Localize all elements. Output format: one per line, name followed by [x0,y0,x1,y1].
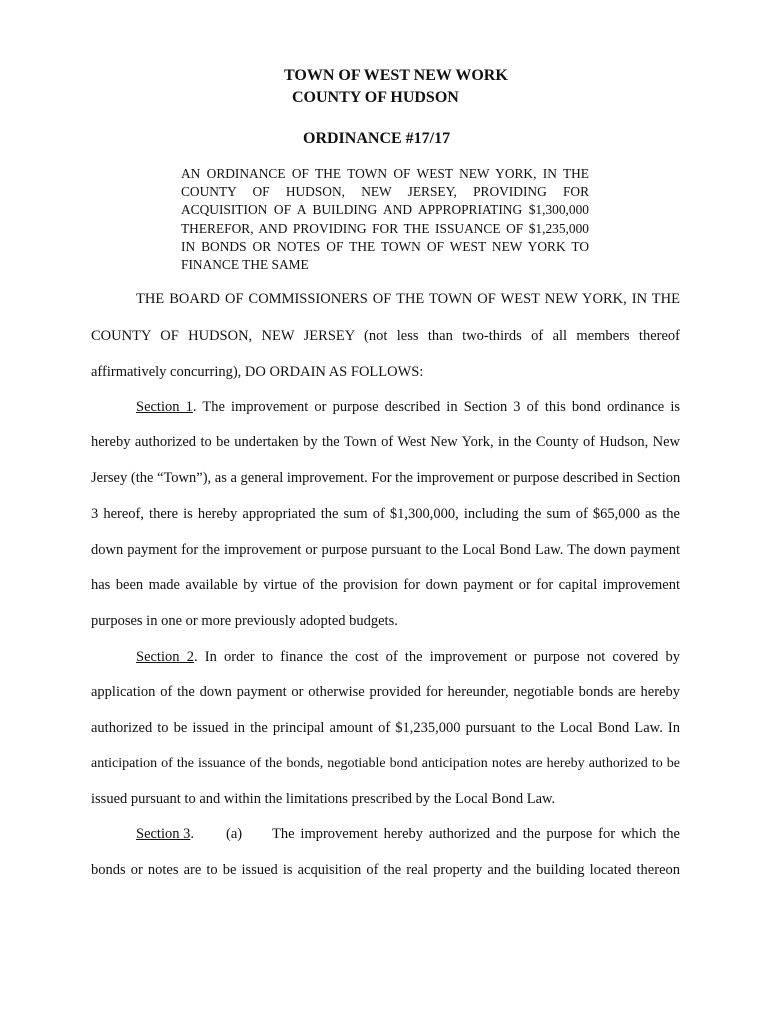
section-3-period: . [190,826,194,842]
section-1-text: . The improvement or purpose described in Section 3 of this bond ordinance is [192,399,680,415]
section-1-line: down payment for the improvement or purpose pursuant to the Local Bond Law. The down payment [91,542,680,558]
section-2-line: issued pursuant to and within the limitations prescribed by the Local Bond Law. [91,791,556,807]
town-heading: TOWN OF WEST NEW WORK [284,67,508,84]
section-1-line: purposes in one or more previously adopted budgets. [91,613,398,629]
preamble-line: affirmatively concurring), DO ORDAIN AS FOLLOWS: [91,364,424,380]
section-1-first-line [136,398,680,416]
section-1-heading: Section 1 [136,399,193,415]
section-2-text: . In order to finance the cost of the improvement or purpose not covered by [193,649,680,665]
section-2-line: authorized to be issued in the principal amount of $1,235,000 pursuant to the Local Bond Law. In [91,720,680,736]
section-1-line: 3 hereof, there is hereby appropriated the sum of $1,300,000, including the sum of $65,000 as the [91,506,680,522]
preamble-line: THE BOARD OF COMMISSIONERS OF THE TOWN OF WEST NEW YORK, IN THE [136,291,680,307]
section-3-text: The improvement hereby authorized and the purpose for which the [272,826,680,842]
county-heading: COUNTY OF HUDSON [292,89,459,106]
section-2-line: application of the down payment or otherwise provided for hereunder, negotiable bonds are hereby [91,684,680,700]
section-3-label [136,825,194,843]
ordinance-number: ORDINANCE #17/17 [303,130,451,147]
section-1-line: Jersey (the “Town”), as a general improvement. For the improvement or purpose described in Section [91,470,681,486]
ordinance-caption: AN ORDINANCE OF THE TOWN OF WEST NEW YORK, IN THE COUNTY OF HUDSON, NEW JERSEY, PROVIDING FOR ACQUISITION OF A BUILDING AND APPROPRIATING $1,300,000 THEREFOR, AND PROVIDING FOR THE ISSUANCE OF $1,235,000 IN BONDS OR NOTES OF THE TOWN OF WEST NEW YORK TO FINANCE THE SAME [181,166,589,273]
section-1-line: hereby authorized to be undertaken by the Town of West New York, in the County of Hudson, New [91,434,680,450]
section-3-subsection: (a) [226,826,243,842]
section-1-line: has been made available by virtue of the provision for down payment or for capital improvement [91,577,680,593]
section-3-heading: Section 3 [136,826,191,842]
preamble-line: COUNTY OF HUDSON, NEW JERSEY (not less than two-thirds of all members thereof [91,328,680,344]
section-2-first-line [136,648,680,666]
section-2-line: anticipation of the issuance of the bonds, negotiable bond anticipation notes are hereby authorized to be [91,756,680,771]
section-3-line: bonds or notes are to be issued is acquisition of the real property and the building located thereon [91,862,680,878]
section-2-heading: Section 2 [136,649,194,665]
